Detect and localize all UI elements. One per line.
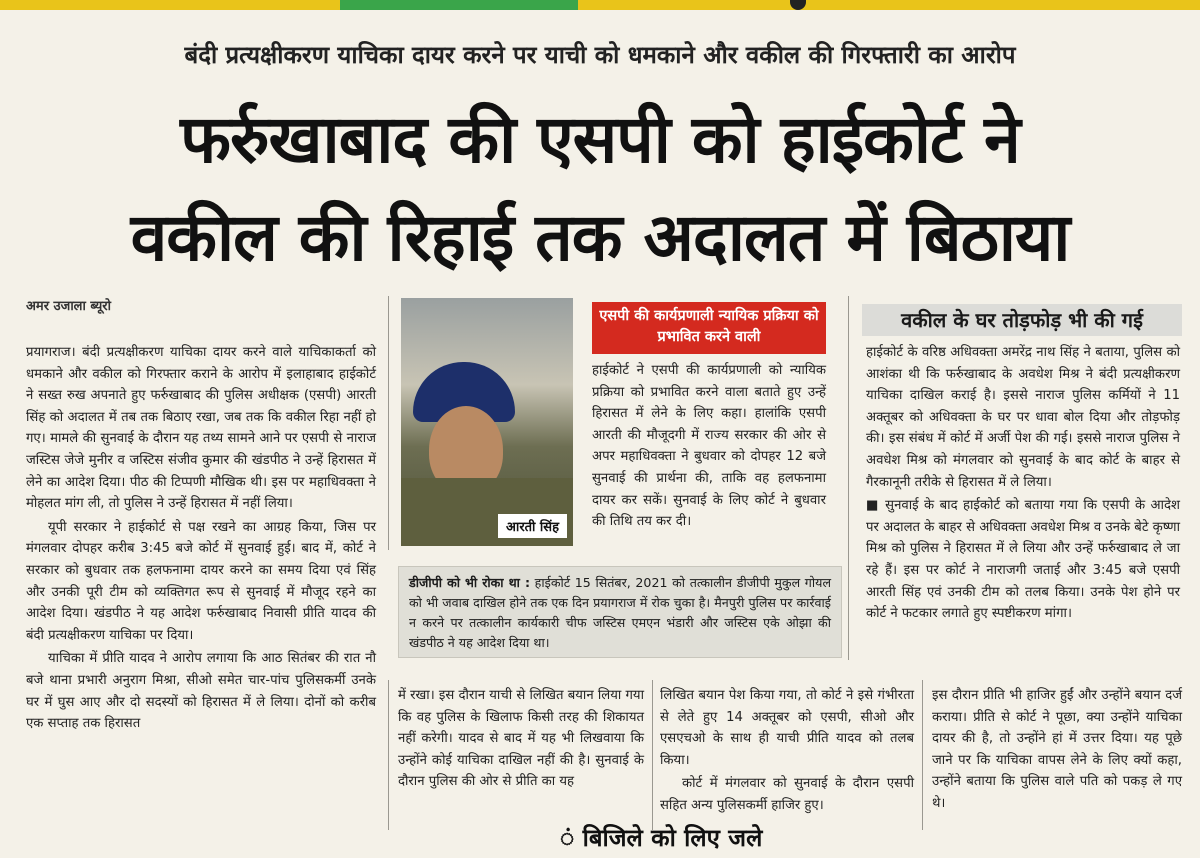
col1-paragraph: प्रयागराज। बंदी प्रत्यक्षीकरण याचिका दायर करने वाले याचिकाकर्ता को धमकाने और वकील को गिरफ्तार कराने के आरोप में इलाहाबाद हाईकोर्ट ने सख्त रुख अपनाते हुए फर्रुखाबाद की पुलिस अधीक्षक (एसपी) आरती सिंह को अदालत में तब तक बिठाए रखा, जब तक कि वकील रिहा नहीं हो गए। मामले की सुनवाई के दौरान यह तथ्य सामने आने पर एसपी से नाराज जस्टिस जेजे मुनीर व जस्टिस संजीव कुमार की खंडपीठ ने उन्हें हिरासत में लेने का आदेश दिया। पीठ की टिप्पणी मौखिक थी। इस पर महाधिवक्ता ने मोहलत मांग ली, तो पुलिस ने उन्हें हिरासत में नहीं लिया। bbox=[26, 345, 376, 512]
column-divider bbox=[848, 296, 849, 660]
byline: अमर उजाला ब्यूरो bbox=[26, 299, 111, 314]
strip-green bbox=[340, 0, 578, 10]
col1-paragraph: याचिका में प्रीति यादव ने आरोप लगाया कि आठ सितंबर की रात नौ बजे थाना प्रभारी अनुराग मिश्रा, सीओ समेत चार-पांच पुलिसकर्मी उनके घर में घुस आए और दो सदस्यों को हिरासत में ले लिया। दोनों को करीब एक सप्ताह तक हिरासत bbox=[26, 651, 376, 732]
strip-yellow-right bbox=[578, 0, 1200, 10]
cut-off-next-headline: ं बिजिले को लिए जले bbox=[560, 824, 763, 852]
main-headline-line2: वकील की रिहाई तक अदालत में बिठाया bbox=[130, 199, 1070, 276]
dgp-info-box bbox=[398, 566, 842, 658]
strip-yellow-left bbox=[0, 0, 340, 10]
side-subheading: वकील के घर तोड़फोड़ भी की गई bbox=[862, 304, 1182, 336]
article-column-1 bbox=[26, 342, 376, 737]
article-column-2: हाईकोर्ट ने एसपी की कार्यप्रणाली को न्यायिक प्रक्रिया को प्रभावित करने वाला बताते हुए उन्हें हिरासत में लेने के लिए कहा। हालांकि एसपी आरती की मौजूदगी में राज्य सरकार की ओर से अपर महाधिवक्ता ने बुधवार को दोपहर 12 बजे सुनवाई की प्रार्थना की, ताकि वह हलफनामा दायर कर सकें। सुनवाई के लिए कोर्ट ने बुधवार की तिथि तय कर दी। bbox=[592, 363, 826, 530]
top-color-strip bbox=[0, 0, 1200, 10]
sp-photo bbox=[401, 298, 573, 546]
column-divider bbox=[388, 680, 389, 830]
dgp-box-text: हाईकोर्ट 15 सितंबर, 2021 को तत्कालीन डीजीपी मुकुल गोयल को भी जवाब दाखिल होने तक एक दिन प्रयागराज में रोक चुका है। मैनपुरी पुलिस पर कार्रवाई न करने पर तत्कालीन कार्यकारी चीफ जस्टिस एमएन भंडारी और जस्टिस एके ओझा की खंडपीठ ने यह आदेश दिया था। bbox=[409, 575, 832, 650]
main-headline-line1: फर्रुखाबाद की एसपी को हाईकोर्ट ने bbox=[180, 101, 1020, 178]
col3-paragraph: हाईकोर्ट के वरिष्ठ अधिवक्ता अमरेंद्र नाथ सिंह ने बताया, पुलिस को आशंका थी कि फर्रुखाबाद के अवधेश मिश्र ने बंदी प्रत्यक्षीकरण याचिका दाखिल कराई है। इससे नाराज पुलिस कर्मियों ने 11 अक्तूबर को अधिवक्ता के घर पर धावा बोल दिया और तोड़फोड़ की। इस संबंध में कोर्ट में अर्जी पेश की गई। इससे नाराज पुलिस ने अवधेश मिश्र को मंगलवार को सुनवाई के बाद कोर्ट के बाहर से गैरकानूनी तरीके से हिरासत में ले लिया। bbox=[866, 345, 1180, 490]
article-column-6: इस दौरान प्रीति भी हाजिर हुईं और उन्होंने बयान दर्ज कराया। प्रीति से कोर्ट ने पूछा, क्या उन्होंने याचिका दायर की है, तो उन्होंने हां में उत्तर दिया। यह पूछे जाने पर कि याचिका वापस लेने के लिए क्यों कहा, उन्होंने बताया कि पुलिस वाले पति को पकड़ ले गए थे। bbox=[932, 688, 1182, 811]
col1-paragraph: यूपी सरकार ने हाईकोर्ट से पक्ष रखने का आग्रह किया, जिस पर मंगलवार दोपहर करीब 3:45 बजे कोर्ट में सुनवाई हुई। बाद में, कोर्ट ने सरकार को बुधवार तक हलफनामा दायर करने का समय दिया एवं सिंह और उनकी पूरी टीम को व्यक्तिगत रूप से सुनवाई में मौजूद रहने का आदेश दिया। खंडपीठ ने यह आदेश फर्रुखाबाद निवासी प्रीति यादव की बंदी प्रत्यक्षीकरण याचिका पर दिया। bbox=[26, 519, 376, 643]
article-column-5 bbox=[660, 685, 914, 819]
kicker-headline: बंदी प्रत्यक्षीकरण याचिका दायर करने पर याची को धमकाने और वकील की गिरफ्तारी का आरोप bbox=[184, 41, 1016, 69]
red-subheading-box: एसपी की कार्यप्रणाली न्यायिक प्रक्रिया को प्रभावित करने वाली bbox=[592, 302, 826, 354]
column-divider bbox=[388, 296, 389, 550]
col3-paragraph: ■ सुनवाई के बाद हाईकोर्ट को बताया गया कि एसपी के आदेश पर अदालत के बाहर से अधिवक्ता अवधेश मिश्र व उनके बेटे कृष्णा मिश्र को पुलिस ने हिरासत में ले लिया और उन्हें फर्रुखाबाद ले जा रहे हैं। इस पर कोर्ट ने नाराजगी जताई और 3:45 बजे एसपी आरती सिंह एवं उनकी टीम को तलब किया। उनके पेश होने पर कोर्ट ने फटकार लगाते हुए स्पष्टीकरण मांगा। bbox=[866, 498, 1180, 622]
column-divider bbox=[652, 680, 653, 830]
article-column-3 bbox=[866, 342, 1180, 627]
dgp-box-lead: डीजीपी को भी रोका था : bbox=[409, 575, 531, 590]
column-divider bbox=[922, 680, 923, 830]
article-column-4: में रखा। इस दौरान याची से लिखित बयान लिया गया कि वह पुलिस के खिलाफ किसी तरह की शिकायत नहीं करेगी। यादव से बाद में यह भी लिखवाया कि उन्होंने कोई याचिका दाखिल नहीं की है। सुनवाई के दौरान पुलिस की ओर से प्रीति का यह bbox=[398, 688, 644, 790]
photo-caption: आरती सिंह bbox=[498, 514, 567, 538]
col5-paragraph: लिखित बयान पेश किया गया, तो कोर्ट ने इसे गंभीरता से लेते हुए 14 अक्तूबर को एसपी, सीओ और एसएचओ के साथ ही याची प्रीति यादव को तलब किया। bbox=[660, 688, 914, 768]
col5-paragraph: कोर्ट में मंगलवार को सुनवाई के दौरान एसपी सहित अन्य पुलिसकर्मी हाजिर हुए। bbox=[660, 776, 914, 813]
